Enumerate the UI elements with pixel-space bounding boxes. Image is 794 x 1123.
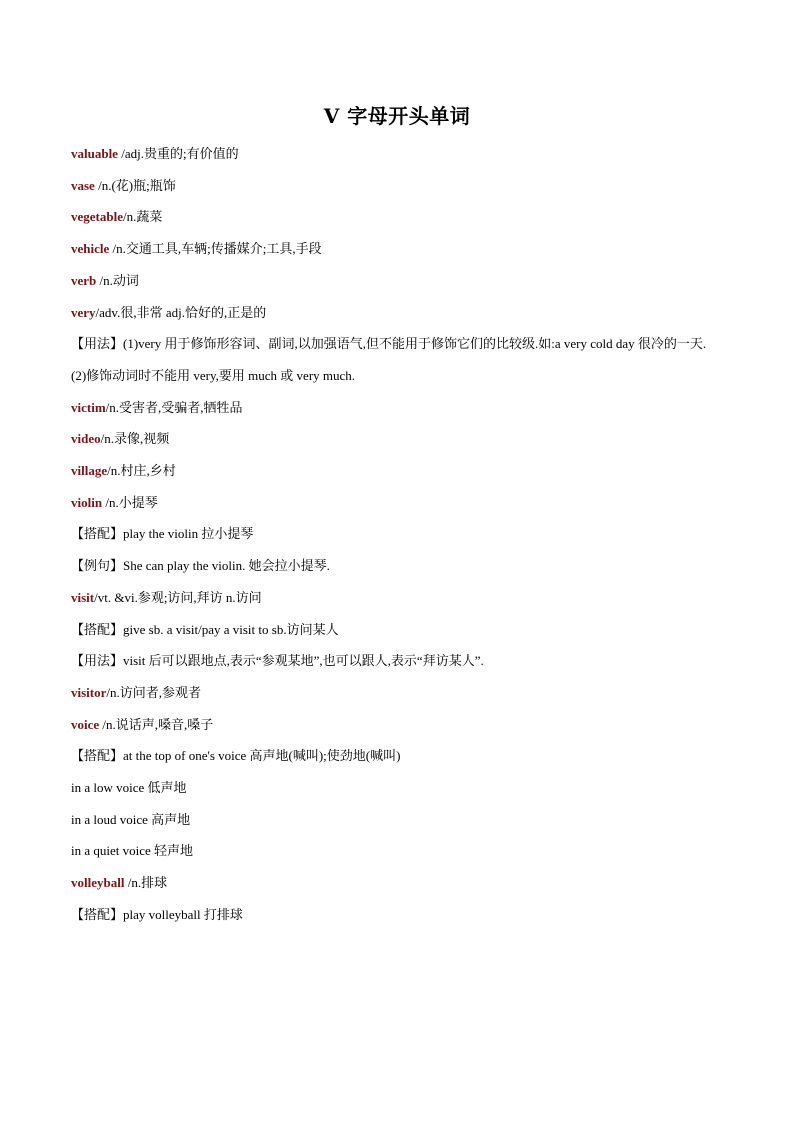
- definition: /n.(花)瓶;瓶饰: [94, 177, 176, 193]
- definition: /n.小提琴: [102, 494, 158, 510]
- headword: violin: [71, 494, 103, 510]
- entry-violin: [71, 487, 731, 519]
- headword: village: [71, 463, 108, 479]
- example-violin: 【例句】She can play the violin. 她会拉小提琴.: [71, 558, 330, 574]
- phrase-loud-voice: in a loud voice 高声地: [71, 811, 191, 827]
- headword: video: [71, 431, 101, 447]
- entry-visitor: [71, 677, 731, 709]
- usage-note-visit: 【用法】visit 后可以跟地点,表示“参观某地”,也可以跟人,表示“拜访某人”.: [71, 653, 484, 669]
- definition: /n.村庄,乡村: [107, 463, 176, 479]
- headword: vehicle: [71, 241, 110, 257]
- definition: /adj.贵重的;有价值的: [117, 146, 239, 161]
- definition: /n.录像,视频: [100, 431, 170, 447]
- usage-note-very: 【用法】(1)very 用于修饰形容词、副词,以加强语气,但不能用于修饰它们的比较级.如:a very cold day 很冷的一天.: [71, 336, 707, 352]
- entry-voice: [71, 709, 731, 741]
- collocation-visit: 【搭配】give sb. a visit/pay a visit to sb.访问某人: [71, 621, 339, 637]
- definition: /vt. &vi.参观;访问,拜访 n.访问: [94, 589, 262, 605]
- headword: volleyball: [71, 875, 125, 891]
- vocabulary-list: [71, 138, 731, 931]
- page-title: V 字母开头单词: [323, 104, 471, 128]
- headword: voice: [71, 716, 100, 732]
- definition: /adv.很,非常 adj.恰好的,正是的: [95, 304, 267, 320]
- headword: vegetable: [71, 209, 123, 225]
- entry-vegetable: [71, 201, 731, 233]
- headword: victim: [71, 399, 106, 415]
- headword: vase: [71, 177, 95, 193]
- entry-verb: [71, 265, 731, 297]
- definition: /n.动词: [96, 272, 139, 288]
- headword: valuable: [71, 146, 118, 161]
- entry-very: [71, 297, 731, 329]
- collocation-volleyball: 【搭配】play volleyball 打排球: [71, 906, 243, 922]
- usage-note-very-2: (2)修饰动词时不能用 very,要用 much 或 very much.: [71, 367, 356, 383]
- phrase-low-voice: in a low voice 低声地: [71, 780, 187, 796]
- collocation-voice: 【搭配】at the top of one's voice 高声地(喊叫);使劲地(喊叫): [71, 748, 401, 764]
- headword: visitor: [71, 684, 107, 700]
- collocation-violin: 【搭配】play the violin 拉小提琴: [71, 526, 254, 542]
- phrase-quiet-voice: in a quiet voice 轻声地: [71, 843, 194, 859]
- headword: visit: [71, 589, 95, 605]
- definition: /n.排球: [124, 875, 168, 891]
- entry-village: [71, 455, 731, 487]
- entry-vehicle: [71, 233, 731, 265]
- definition: /n.说话声,嗓音,嗓子: [99, 716, 214, 732]
- entry-visit: [71, 582, 731, 614]
- entry-victim: [71, 392, 731, 424]
- definition: /n.交通工具,车辆;传播媒介;工具,手段: [109, 241, 322, 257]
- entry-valuable: [71, 138, 731, 170]
- definition: /n.蔬菜: [122, 209, 163, 225]
- definition: /n.访问者,参观者: [106, 684, 202, 700]
- definition: /n.受害者,受骗者,牺牲品: [105, 399, 243, 415]
- headword: verb: [71, 272, 97, 288]
- entry-video: [71, 423, 731, 455]
- headword: very: [71, 304, 96, 320]
- entry-vase: [71, 170, 731, 202]
- entry-volleyball: [71, 867, 731, 899]
